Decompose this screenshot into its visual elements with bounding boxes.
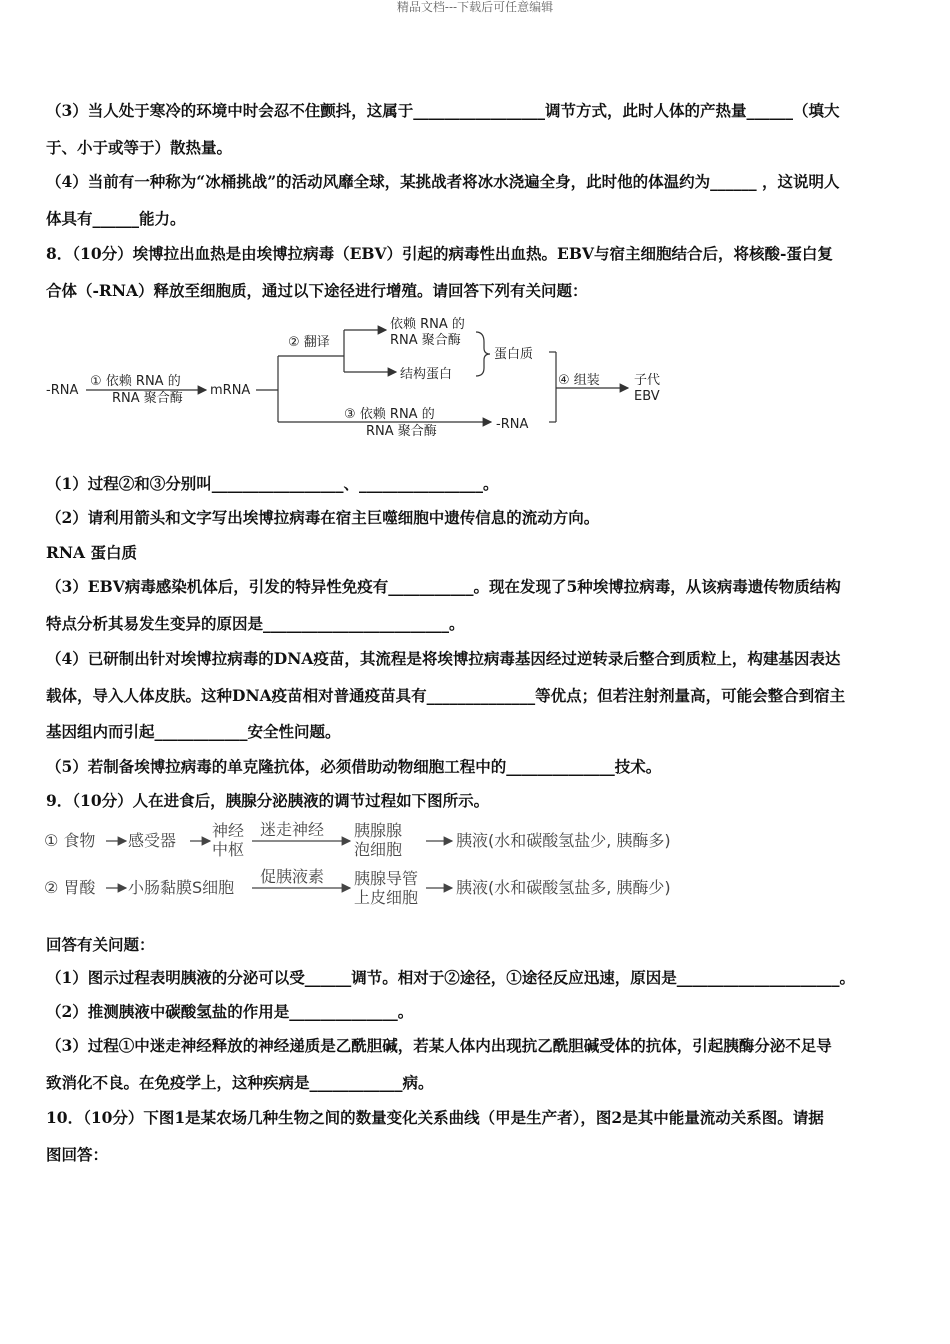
question-10: 10．（10分）下图1是某农场几种生物之间的数量变化关系曲线（甲是生产者），图2是其中能量流动关系图。请据 — [46, 1108, 824, 1127]
route2-arrow-label: 促胰液素 — [260, 867, 325, 886]
question-8: 8．（10分）埃博拉出血热是由埃博拉病毒（EBV）引起的病毒性出血热。EBV与宿主细胞结合后，将核酸-蛋白复 — [46, 244, 833, 263]
text-line: （3）EBV病毒感染机体后，引发的特异性免疫有___________。现在发现了5种埃博拉病毒，从该病毒遗传物质结构 — [46, 577, 841, 596]
page-header: 精品文档---下载后可任意编辑 — [396, 0, 554, 14]
text-line: （5）若制备埃博拉病毒的单克隆抗体，必须借助动物细胞工程中的______________技术。 — [46, 757, 662, 776]
ebv-replication-diagram — [46, 312, 686, 444]
step4-label: ④ 组装 — [558, 373, 600, 388]
route1-start: ① 食物 — [44, 831, 96, 850]
text-line: （4）已研制出针对埃博拉病毒的DNA疫苗，其流程是将埃博拉病毒基因经过逆转录后整合到质粒上，构建基因表达 — [46, 649, 841, 668]
product1-label-a: 依赖 RNA 的 — [390, 317, 465, 332]
step3-label-b: RNA 聚合酶 — [366, 424, 437, 439]
protein-label: 蛋白质 — [494, 347, 534, 362]
neg-rna2-label: -RNA — [496, 417, 529, 432]
route1-center-b: 中枢 — [212, 840, 245, 859]
text-line: 体具有______能力。 — [46, 209, 186, 228]
text-line: （4）当前有一种称为“冰桶挑战”的活动风靡全球，某挑战者将冰水浇遍全身，此时他的体温约为______ ，这说明人 — [46, 172, 840, 191]
product2-label: 结构蛋白 — [400, 367, 453, 382]
route1-cell-b: 泡细胞 — [354, 840, 403, 859]
route1-result: 胰液(水和碳酸氢盐少, 胰酶多) — [456, 831, 671, 850]
pancreas-regulation-diagram — [44, 820, 724, 912]
result-label-a: 子代 — [634, 373, 661, 388]
mrna-label: mRNA — [210, 383, 251, 398]
text-line: 合体（-RNA）释放至细胞质，通过以下途径进行增殖。请回答下列有关问题： — [46, 281, 588, 300]
route1-arrow-label: 迷走神经 — [260, 820, 325, 839]
route2-cells: 小肠黏膜S细胞 — [128, 878, 235, 897]
text-line: （1）过程②和③分别叫_________________、________________。 — [46, 474, 499, 493]
text-line: 于、小于或等于）散热量。 — [46, 138, 233, 157]
result-label-b: EBV — [634, 389, 660, 404]
text-line: （2）请利用箭头和文字写出埃博拉病毒在宿主巨噬细胞中遗传信息的流动方向。 — [46, 508, 600, 527]
text-line: 回答有关问题： — [46, 935, 155, 954]
step2-label: ② 翻译 — [288, 335, 330, 350]
neg-rna-label: -RNA — [46, 383, 79, 398]
route2-start: ② 胃酸 — [44, 878, 96, 897]
text-line: （3）过程①中迷走神经释放的神经递质是乙酰胆碱，若某人体内出现抗乙酰胆碱受体的抗体，引起胰酶分泌不足导 — [46, 1036, 832, 1055]
route1-center-a: 神经 — [212, 821, 245, 840]
step1-label-b: RNA 聚合酶 — [112, 391, 183, 406]
text-line: 图回答： — [46, 1145, 109, 1164]
product1-label-b: RNA 聚合酶 — [390, 333, 461, 348]
text-line: RNA 蛋白质 — [46, 543, 137, 562]
text-line: 载体，导入人体皮肤。这种DNA疫苗相对普通疫苗具有______________等优点；但若注射剂量高，可能会整合到宿主 — [46, 686, 846, 705]
text-line: （1）图示过程表明胰液的分泌可以受______调节。相对于②途径，①途径反应迅速，原因是_____________________。 — [46, 968, 856, 987]
text-line: 致消化不良。在免疫学上，这种疾病是____________病。 — [46, 1073, 434, 1092]
text-line: （3）当人处于寒冷的环境中时会忍不住颤抖，这属于_________________调节方式，此时人体的产热量______（填大 — [46, 101, 840, 120]
route2-cell-a: 胰腺导管 — [354, 869, 419, 888]
text-line: 特点分析其易发生变异的原因是________________________。 — [46, 614, 465, 633]
text-line: 基因组内而引起____________安全性问题。 — [46, 722, 341, 741]
route1-cell-a: 胰腺腺 — [354, 821, 403, 840]
route2-cell-b: 上皮细胞 — [354, 888, 419, 907]
text-line: （2）推测胰液中碳酸氢盐的作用是______________。 — [46, 1002, 414, 1021]
step1-label-a: ① 依赖 RNA 的 — [90, 374, 181, 389]
step3-label-a: ③ 依赖 RNA 的 — [344, 407, 435, 422]
question-9: 9．（10分）人在进食后，胰腺分泌胰液的调节过程如下图所示。 — [46, 791, 490, 810]
route2-result: 胰液(水和碳酸氢盐多, 胰酶少) — [456, 878, 671, 897]
route1-receptor: 感受器 — [128, 831, 177, 850]
